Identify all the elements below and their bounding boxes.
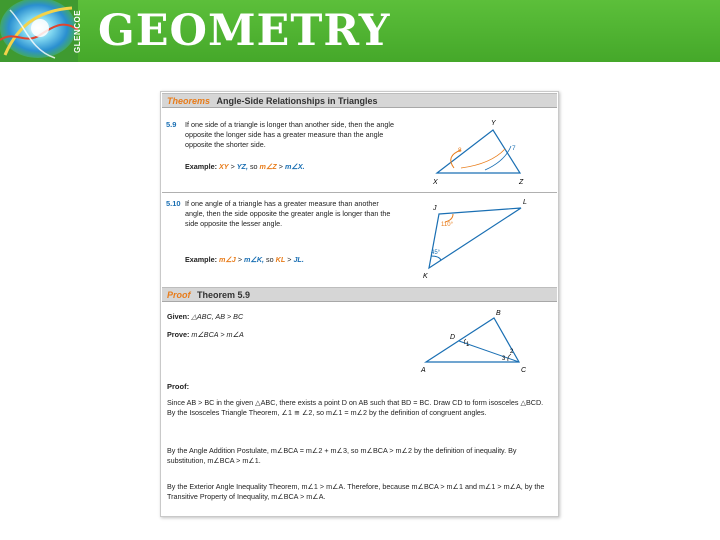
proof-paragraph-1: Since AB > BC in the given △ABC, there exists a point D on AB such that BD = BC. Draw CD to form isosceles △BCD. By the Isosceles Triangle Theorem, ∠1 ≅ ∠2, so m∠1 = m∠2 by the definition of congruent angles. — [167, 398, 544, 417]
theorems-header — [162, 93, 557, 108]
angle-k-measure: 45° — [431, 250, 441, 256]
vertex-c: C — [521, 367, 527, 374]
prove-line — [167, 330, 244, 339]
divider — [162, 192, 557, 193]
example-side-a: XY — [218, 162, 229, 171]
theorem-5-10-number: 5.10 — [166, 199, 181, 208]
example-so: so — [266, 255, 274, 264]
proof-paragraph-2: By the Angle Addition Postulate, m∠BCA = m∠2 + m∠3, so m∠BCA > m∠2 by the definition of inequality. By substitution, m∠BCA > m∠1. — [167, 446, 517, 465]
example-angle-k: m∠K, — [244, 255, 265, 264]
theorem-5-9-statement: If one side of a triangle is longer than another side, then the angle opposite the longer side has a greater measure than the angle opposite the shorter side. — [185, 120, 394, 149]
textbook-page — [160, 91, 559, 517]
vertex-x: X — [433, 179, 438, 186]
vertex-b: B — [496, 310, 501, 317]
proof-label: Proof: — [167, 382, 190, 391]
angle-1-label: 1 — [466, 342, 470, 348]
angle-2-label: 2 — [510, 349, 514, 355]
theorem-5-9-number: 5.9 — [166, 120, 177, 129]
example-gt: > — [230, 162, 235, 171]
example-gt: > — [287, 255, 292, 264]
point-d: D — [450, 334, 456, 341]
side-xy-length: 8 — [458, 147, 462, 154]
theorem-5-10-statement: If one angle of a triangle has a greater measure than another angle, then the side opposite the greater angle is longer than the side opposite the lesser angle. — [185, 199, 391, 228]
given-text: △ABC, AB > BC — [191, 312, 244, 321]
example-angle-d: m∠X. — [284, 162, 305, 171]
example-gt: > — [237, 255, 243, 264]
vertex-a: A — [421, 367, 426, 374]
vertex-j: J — [433, 205, 437, 212]
example-angle-c: m∠Z — [259, 162, 277, 171]
triangle-xyz-figure — [421, 116, 541, 190]
triangle-jkl-figure — [419, 196, 549, 280]
example-side-kl: KL — [275, 255, 286, 264]
proof-paragraph-3: By the Exterior Angle Inequality Theorem, m∠1 > m∠A. Therefore, because m∠BCA > m∠1 and m∠1 > m∠A, by the Transitive Property of Inequality, m∠BCA > m∠A. — [167, 482, 545, 501]
theorems-tag: Theorems — [167, 96, 211, 106]
example-angle-j: m∠J — [218, 255, 236, 264]
proof-header — [162, 287, 557, 302]
vertex-l: L — [523, 199, 527, 206]
example-gt: > — [278, 162, 283, 171]
theorem-5-10-example — [185, 255, 304, 264]
angle-j-measure: 110° — [441, 222, 453, 228]
angle-3-label: 3 — [502, 356, 506, 362]
example-side-b: YZ, — [236, 162, 248, 171]
side-yz-length: 7 — [512, 145, 516, 152]
triangle-abc-figure — [416, 306, 536, 376]
header-banner — [0, 0, 720, 62]
example-side-jl: JL. — [293, 255, 304, 264]
vertex-y: Y — [491, 120, 496, 127]
proof-caption: Theorem 5.9 — [197, 290, 251, 300]
theorem-5-9-example — [185, 162, 305, 171]
page-title: GEOMETRY — [98, 6, 391, 56]
example-label: Example: — [185, 162, 217, 171]
fractal-logo-art — [0, 0, 78, 62]
prove-text: m∠BCA > m∠A — [191, 330, 244, 339]
proof-tag: Proof — [167, 290, 191, 300]
vertex-z: Z — [519, 179, 524, 186]
example-label: Example: — [185, 255, 217, 264]
example-so: so — [249, 162, 258, 171]
vertex-k: K — [423, 273, 428, 280]
brand-label: GLENCOE — [73, 9, 82, 53]
theorems-caption: Angle-Side Relationships in Triangles — [216, 96, 378, 106]
prove-label: Prove: — [167, 330, 190, 339]
given-line — [167, 312, 243, 321]
given-label: Given: — [167, 312, 190, 321]
